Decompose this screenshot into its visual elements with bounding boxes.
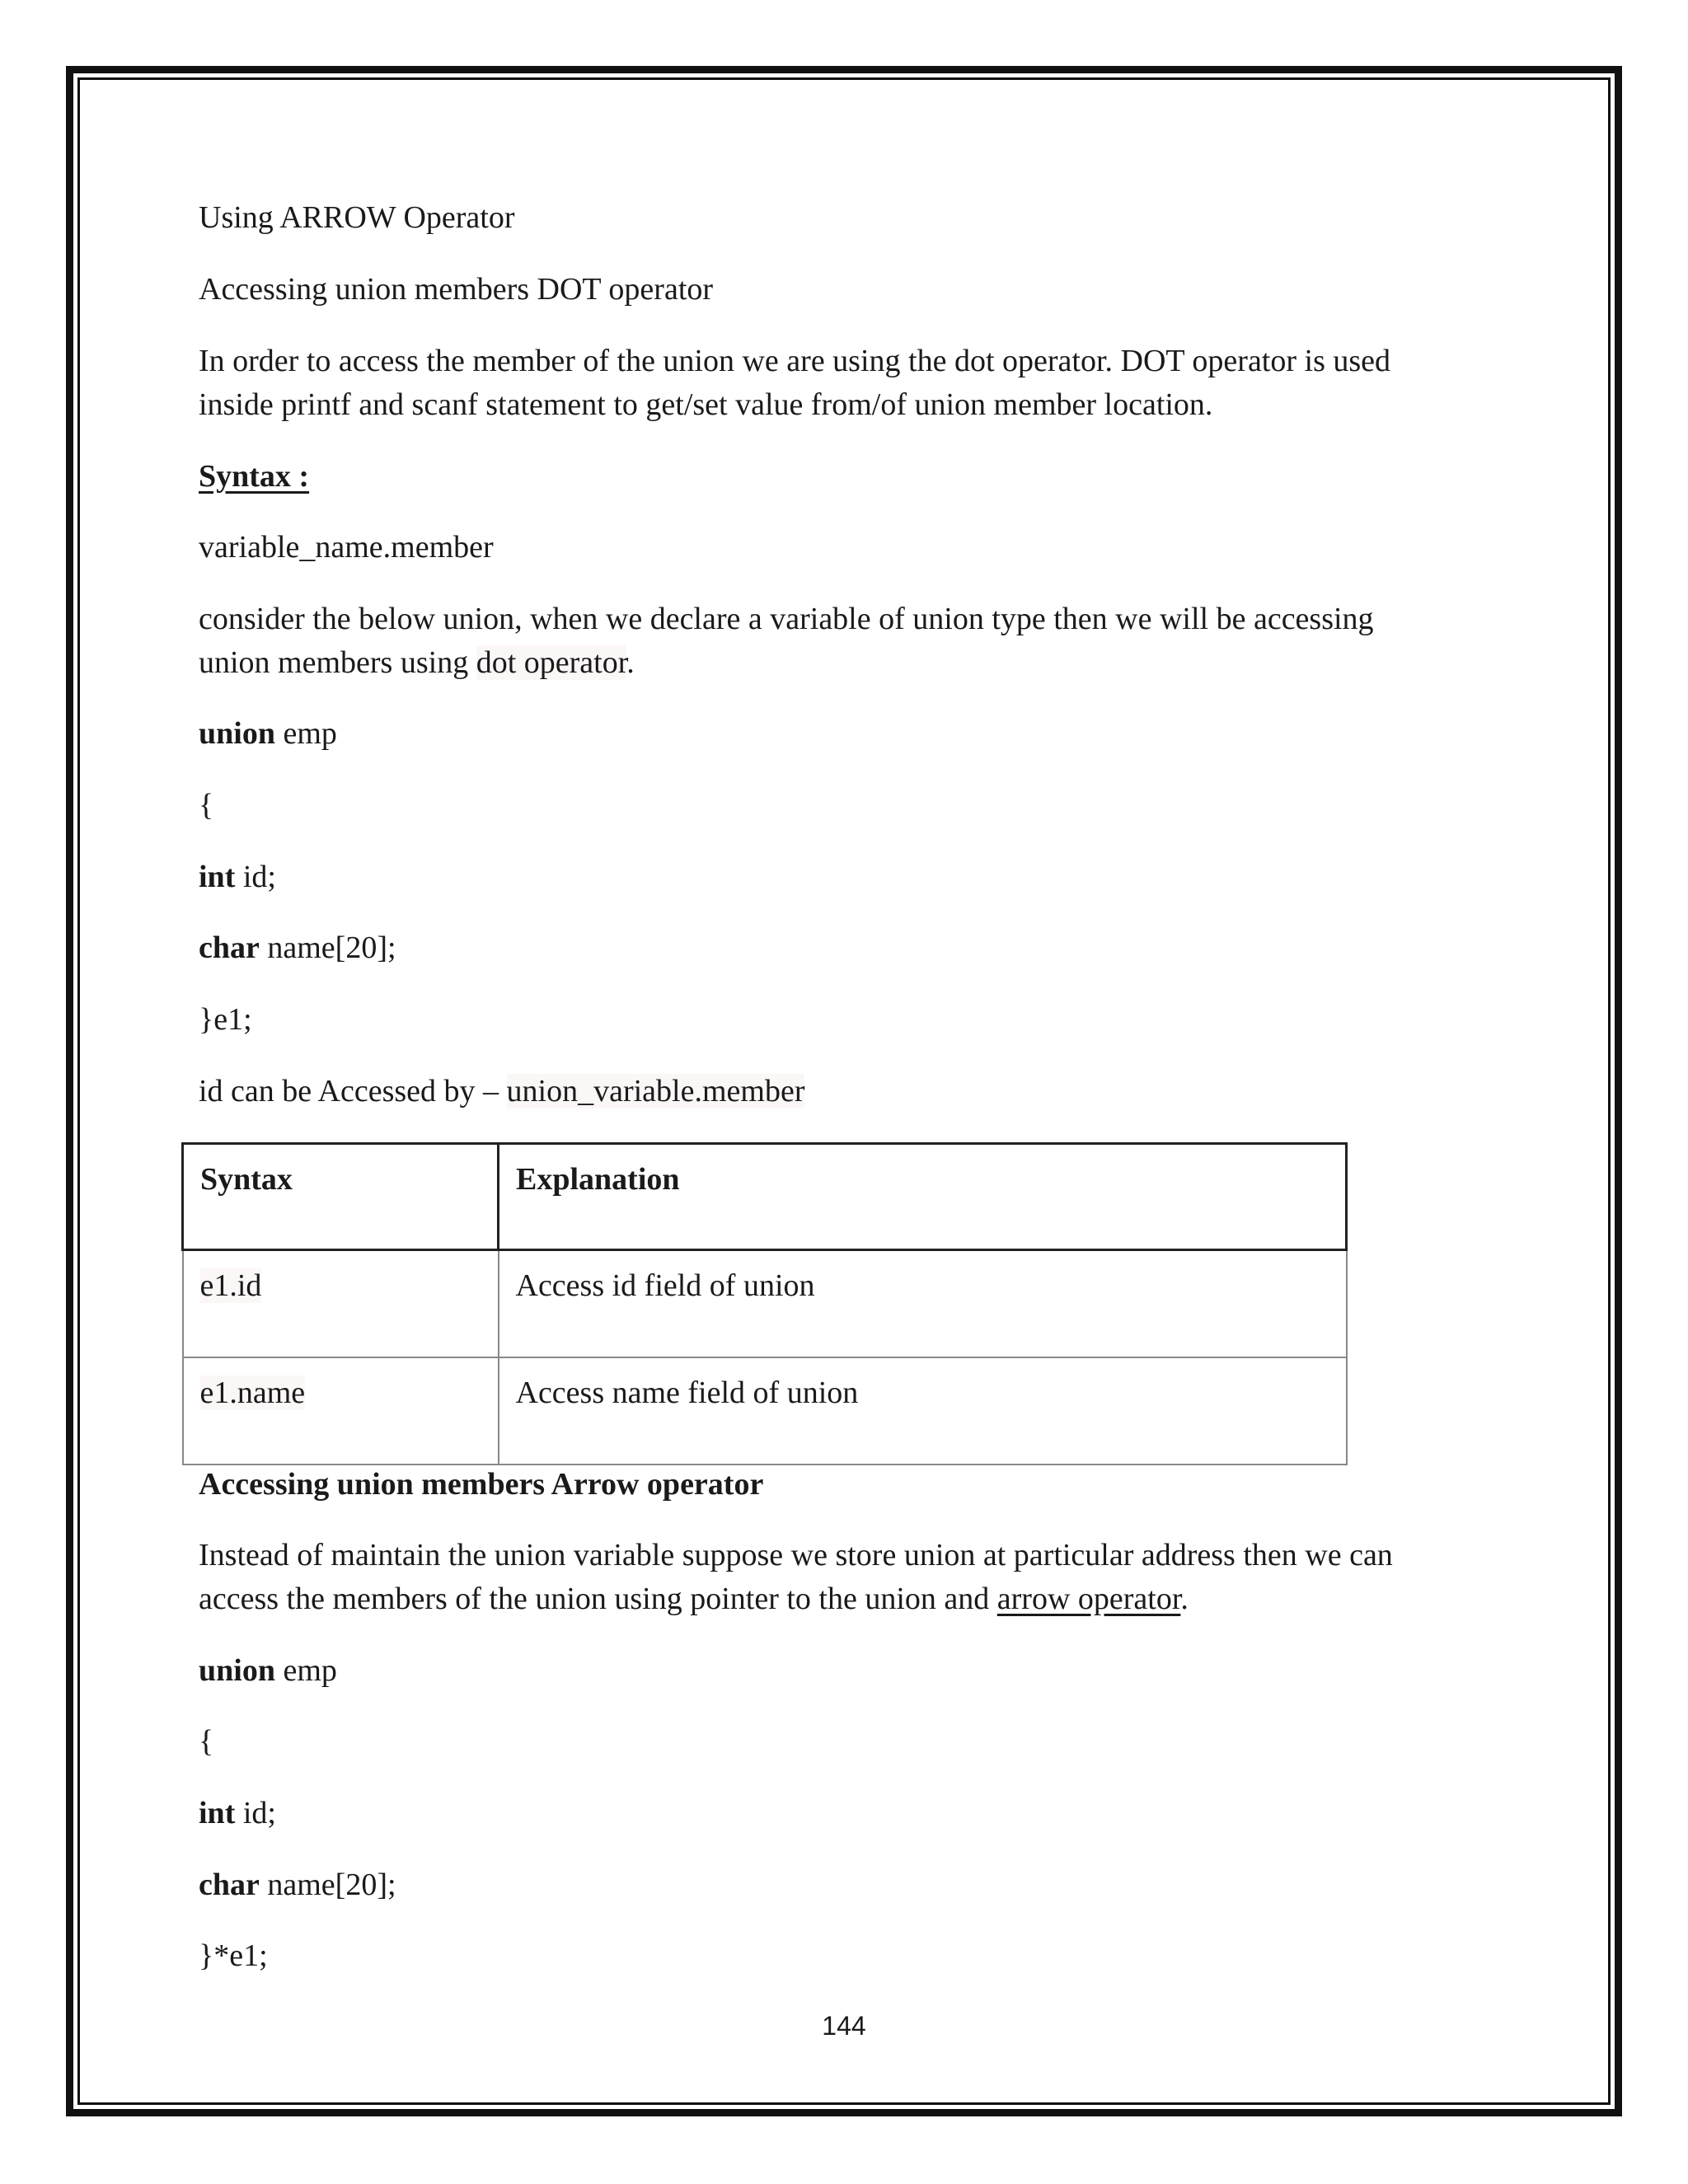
code-text: name[20]; xyxy=(259,1868,396,1902)
syntax-value: variable_name.member xyxy=(199,530,494,565)
text-segment: . xyxy=(1180,1582,1189,1616)
text-segment: . xyxy=(626,645,635,680)
highlight-dot-operator: dot operator xyxy=(476,645,627,680)
page-number: 144 xyxy=(822,2011,866,2041)
text-segment: access the members of the union using pointer to the union and xyxy=(199,1582,997,1616)
arrow-heading: Accessing union members Arrow operator xyxy=(199,1467,764,1502)
table-cell-explanation: Access id field of union xyxy=(499,1250,1347,1358)
paragraph-arrow-line2 xyxy=(199,1577,1189,1620)
text-dot-heading: Accessing union members DOT operator xyxy=(199,272,714,307)
text-using-arrow: Using ARROW Operator xyxy=(199,200,515,235)
paragraph-consider-line1: consider the below union, when we declare a variable of union type then we will be accessing xyxy=(199,602,1374,636)
code-open-brace-2: { xyxy=(199,1724,214,1759)
code-int-id-2 xyxy=(199,1792,276,1835)
paragraph-consider-line2 xyxy=(199,641,635,684)
code-text: name[20]; xyxy=(259,930,396,965)
code-union-emp xyxy=(199,712,337,755)
code-close-ptr-e1: }*e1; xyxy=(199,1938,268,1973)
keyword-union: union xyxy=(199,1653,275,1688)
paragraph-dot-line1: In order to access the member of the union we are using the dot operator. DOT operator is used xyxy=(199,344,1391,378)
code-text: emp xyxy=(274,1653,337,1688)
table-header-explanation: Explanation xyxy=(499,1144,1347,1250)
paragraph-dot-line2: inside printf and scanf statement to get/set value from/of union member location. xyxy=(199,387,1213,422)
table-row xyxy=(183,1250,1347,1358)
code-e1-id: e1.id xyxy=(199,1268,262,1303)
link-arrow-operator[interactable]: arrow operator xyxy=(996,1582,1181,1616)
keyword-union: union xyxy=(199,716,275,751)
code-int-id xyxy=(199,855,276,898)
keyword-char: char xyxy=(199,930,260,965)
code-char-name xyxy=(199,926,396,969)
syntax-table xyxy=(181,1142,1348,1465)
code-text: emp xyxy=(274,716,337,751)
table-cell-syntax xyxy=(183,1250,499,1358)
paragraph-arrow-line1: Instead of maintain the union variable suppose we store union at particular address then we can xyxy=(199,1538,1393,1572)
code-text: id; xyxy=(235,1796,276,1830)
keyword-int: int xyxy=(199,860,236,894)
table-cell-explanation: Access name field of union xyxy=(499,1357,1347,1465)
highlight-union-variable-member: union_variable.member xyxy=(506,1074,805,1108)
syntax-heading: Syntax : xyxy=(199,459,310,494)
text-segment: id can be Accessed by – xyxy=(199,1074,507,1108)
code-char-name-2 xyxy=(199,1863,396,1906)
code-close-e1: }e1; xyxy=(199,1002,252,1037)
access-line xyxy=(199,1070,804,1113)
code-text: id; xyxy=(235,860,276,894)
code-e1-name: e1.name xyxy=(199,1376,306,1410)
text-segment: union members using xyxy=(199,645,476,680)
table-header-row xyxy=(183,1144,1347,1250)
keyword-char: char xyxy=(199,1868,260,1902)
keyword-int: int xyxy=(199,1796,236,1830)
code-union-emp-2 xyxy=(199,1649,337,1692)
code-open-brace: { xyxy=(199,788,214,823)
table-row xyxy=(183,1357,1347,1465)
table-cell-syntax xyxy=(183,1357,499,1465)
table-header-syntax: Syntax xyxy=(183,1144,499,1250)
